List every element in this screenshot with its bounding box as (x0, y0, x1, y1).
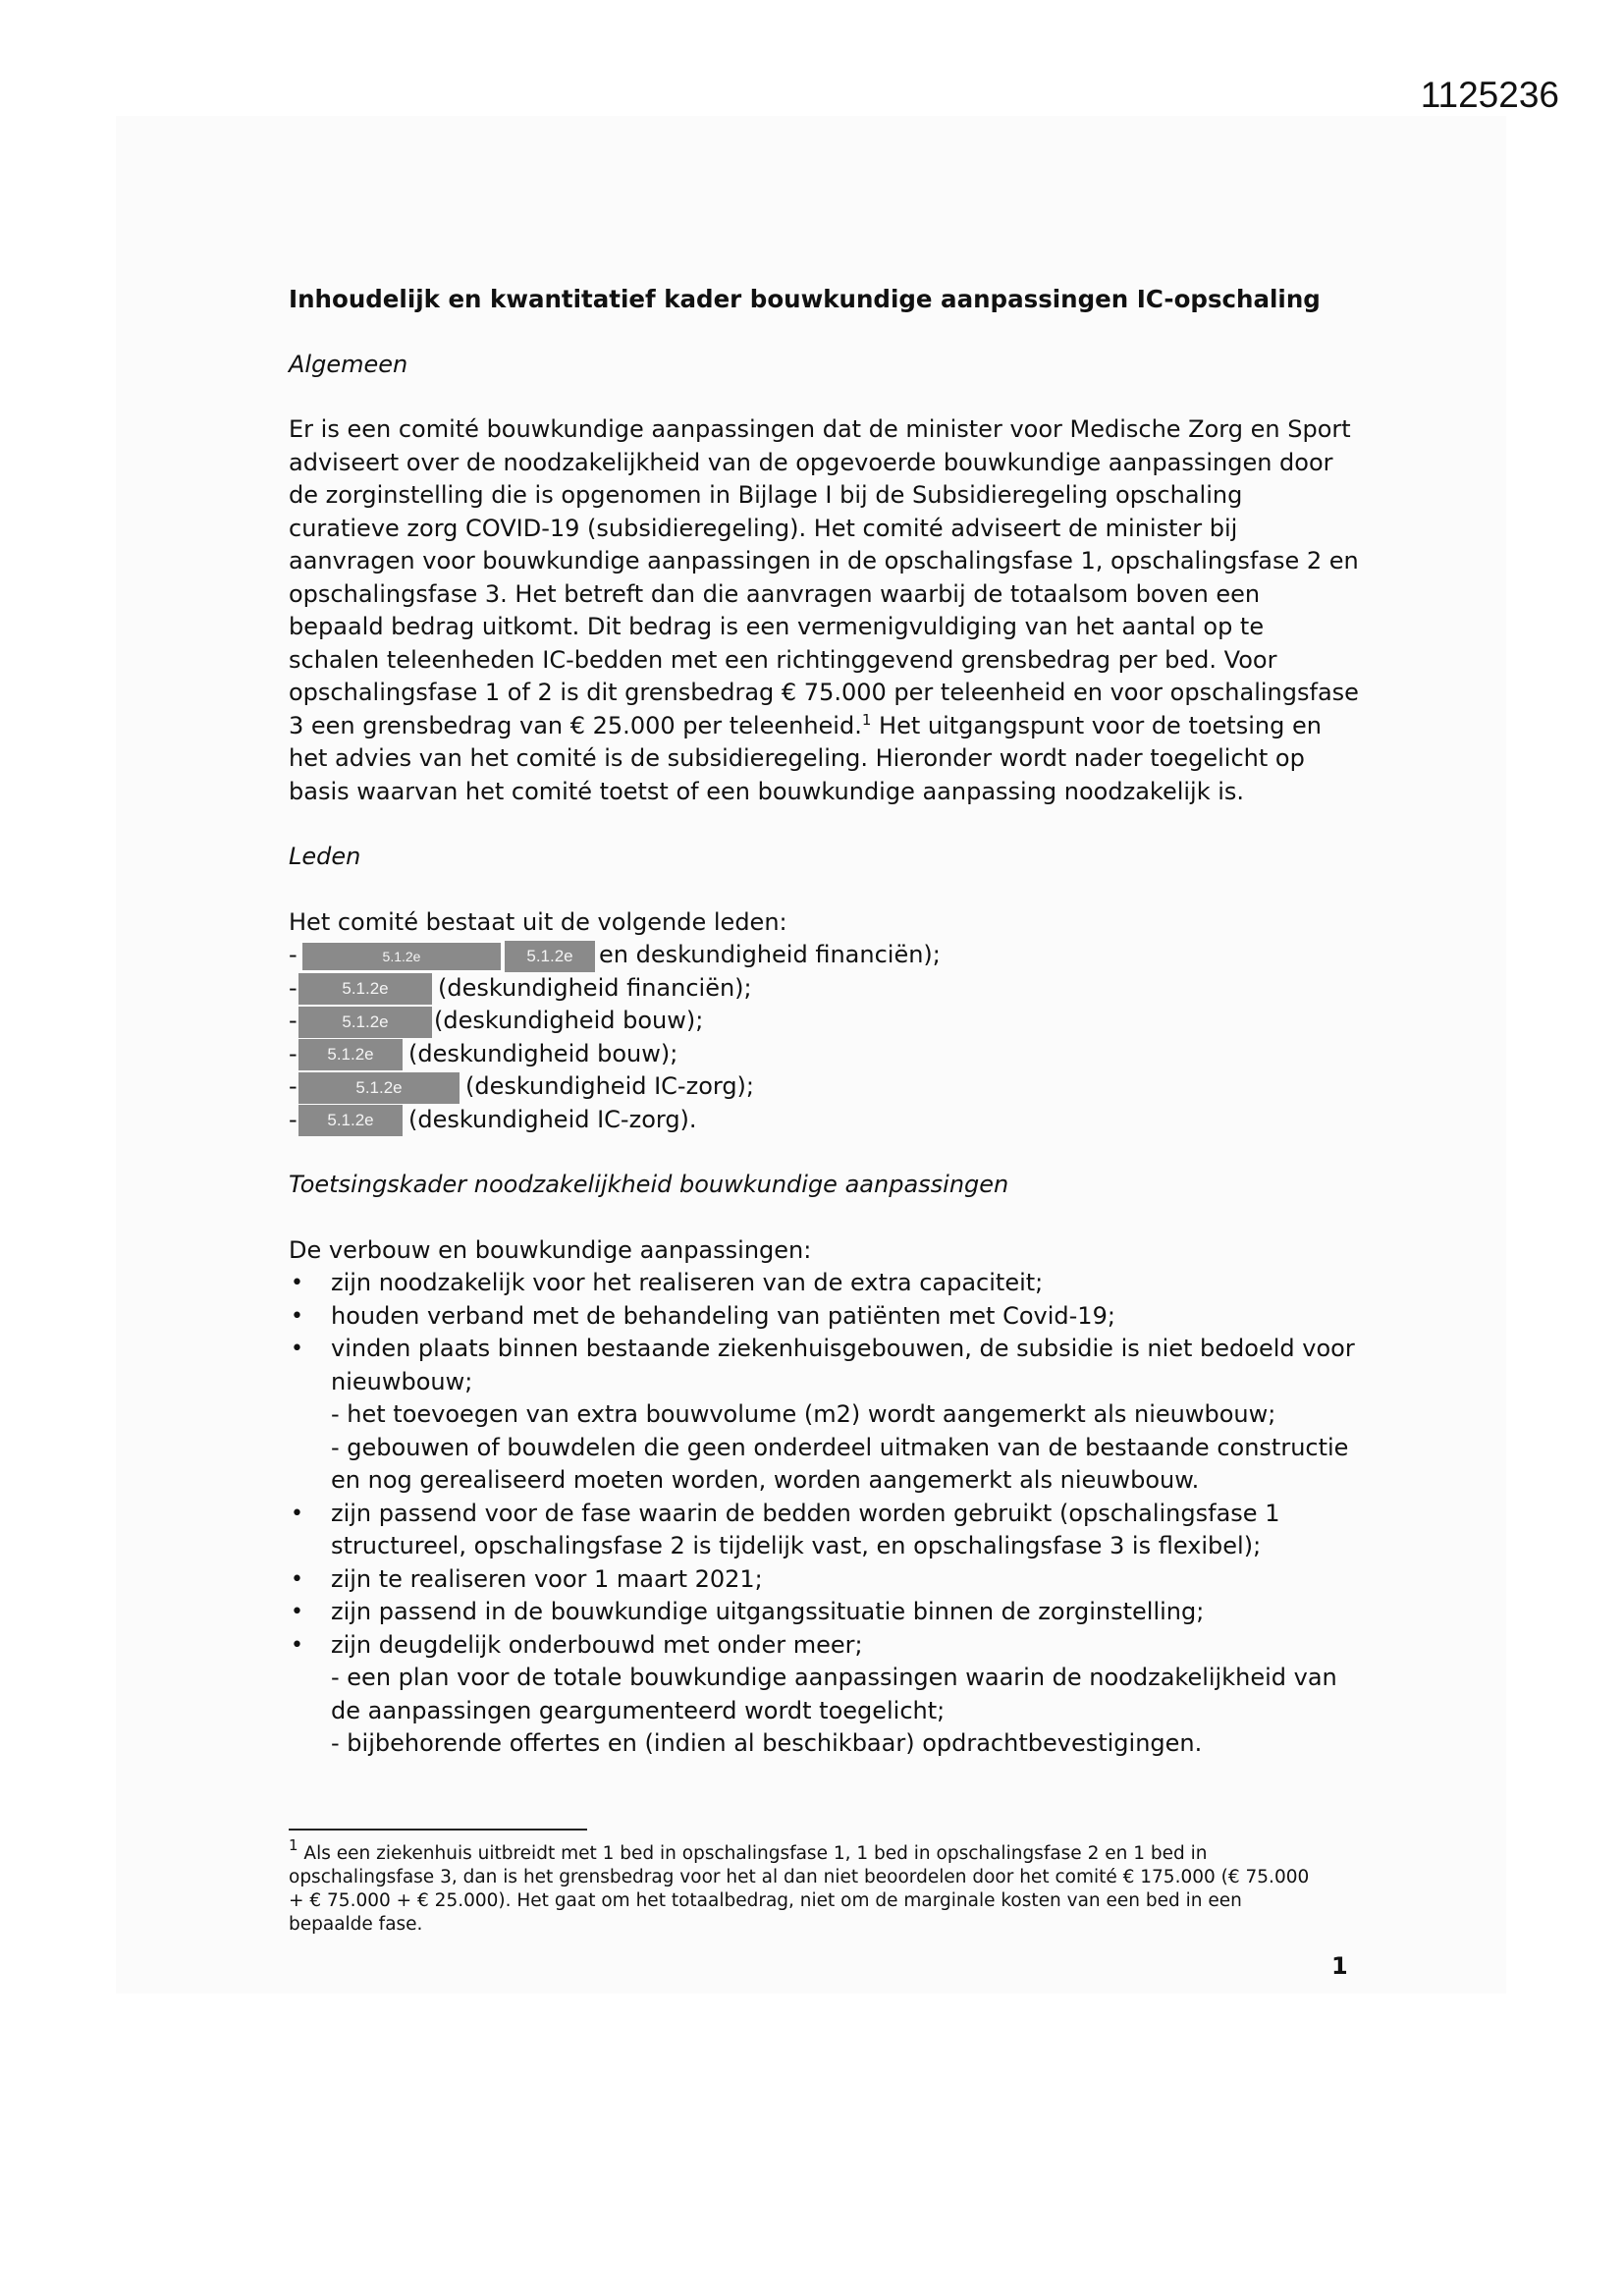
member-row (289, 1104, 1359, 1137)
criteria-subline: - bijbehorende offertes en (indien al beschikbaar) opdrachtbevestigingen. (331, 1729, 1203, 1757)
redaction-box: 5.1.2e (300, 941, 503, 972)
footnote-marker: 1 (289, 1836, 298, 1854)
leden-intro: Het comité bestaat uit de volgende leden: (289, 907, 787, 936)
member-row (289, 1005, 1359, 1038)
redaction-box: 5.1.2e (505, 941, 595, 972)
member-dash: - (289, 1072, 298, 1100)
member-role: (deskundigheid financiën); (438, 973, 752, 1002)
toetsingskader-intro: De verbouw en bouwkundige aanpassingen: (289, 1235, 812, 1264)
criteria-list (289, 1267, 1359, 1761)
redaction-box: 5.1.2e (298, 1039, 403, 1070)
criteria-item (289, 1629, 1359, 1761)
member-dash: - (289, 1105, 298, 1133)
page-number: 1 (1331, 1952, 1348, 1980)
member-dash: - (289, 1039, 298, 1067)
member-dash: - (289, 941, 298, 968)
criteria-item (289, 1563, 1359, 1597)
member-role: en deskundigheid financiën); (599, 941, 941, 968)
criteria-item (289, 1333, 1359, 1498)
criteria-item (289, 1596, 1359, 1629)
footnote-separator (289, 1829, 587, 1831)
criteria-text: zijn passend in de bouwkundige uitgangssituatie binnen de zorginstelling; (331, 1598, 1205, 1625)
section-heading-leden: Leden (289, 843, 361, 870)
criteria-text: zijn passend voor de fase waarin de bedden worden gebruikt (opschalingsfase 1 structureel, opschalingsfase 2 is tijdelijk vast, en opschalingsfase 3 is flexibel); (331, 1499, 1280, 1559)
section-heading-toetsingskader: Toetsingskader noodzakelijkheid bouwkundige aanpassingen (289, 1171, 1009, 1198)
document-title: Inhoudelijk en kwantitatief kader bouwkundige aanpassingen IC-opschaling (289, 285, 1321, 313)
member-role: (deskundigheid bouw); (408, 1039, 678, 1067)
criteria-text: vinden plaats binnen bestaande ziekenhuisgebouwen, de subsidie is niet bedoeld voor nieuwbouw; (331, 1335, 1355, 1395)
member-row (289, 1038, 1359, 1071)
criteria-text: zijn noodzakelijk voor het realiseren van de extra capaciteit; (331, 1269, 1044, 1296)
redaction-box: 5.1.2e (298, 1072, 460, 1104)
algemeen-paragraph (289, 413, 1359, 808)
member-row (289, 1070, 1359, 1104)
member-role: (deskundigheid bouw); (434, 1007, 704, 1034)
algemeen-text-part2: Het uitgangspunt voor de toetsing en het advies van het comité is de subsidieregeling. Hieronder wordt nader toegelicht op basis waarvan het comité toetst of een bouwkundige aanpassing noodzakelijk is. (289, 711, 1322, 805)
criteria-item (289, 1300, 1359, 1334)
criteria-text: zijn deugdelijk onderbouwd met onder meer; (331, 1630, 863, 1659)
redaction-box: 5.1.2e (298, 1007, 432, 1038)
footnote-reference[interactable]: 1 (861, 710, 872, 729)
member-dash: - (289, 1007, 298, 1034)
criteria-text: houden verband met de behandeling van patiënten met Covid-19; (331, 1301, 1115, 1330)
criteria-item (289, 1267, 1359, 1300)
redaction-box: 5.1.2e (298, 1105, 403, 1136)
criteria-item (289, 1498, 1359, 1563)
member-role: (deskundigheid IC-zorg); (465, 1072, 754, 1100)
footnote (289, 1836, 1329, 1937)
criteria-subline: - het toevoegen van extra bouwvolume (m2) wordt aangemerkt als nieuwbouw; (331, 1400, 1276, 1428)
criteria-subline: - een plan voor de totale bouwkundige aanpassingen waarin de noodzakelijkheid van de aanpassingen geargumenteerd wordt toegelicht; (331, 1664, 1337, 1724)
member-role: (deskundigheid IC-zorg). (408, 1105, 697, 1133)
criteria-text: zijn te realiseren voor 1 maart 2021; (331, 1564, 763, 1593)
document-body (289, 283, 1359, 1761)
member-list (289, 939, 1359, 1136)
member-row (289, 939, 1359, 972)
algemeen-text-part1: Er is een comité bouwkundige aanpassingen dat de minister voor Medische Zorg en Sport adviseert over de noodzakelijkheid van de opgevoerde bouwkundige aanpassingen door de zorginstelling die is opgenomen in Bijlage I bij de Subsidieregeling opschaling curatieve zorg COVID-19 (subsidieregeling). Het comité adviseert de minister bij aanvragen voor bouwkundige aanpassingen in de opschalingsfase 1, opschalingsfase 2 en opschalingsfase 3. Het betreft dan die aanvragen waarbij de totaalsom boven een bepaald bedrag uitkomt. Dit bedrag is een vermenigvuldiging van het aantal op te schalen teleenheden IC-bedden met een richtinggevend grensbedrag per bed. Voor opschalingsfase 1 of 2 is dit grensbedrag € 75.000 per teleenheid en voor opschalingsfase 3 een grensbedrag van € 25.000 per teleenheid. (289, 415, 1359, 739)
member-row (289, 972, 1359, 1006)
redaction-box: 5.1.2e (298, 973, 432, 1005)
section-heading-algemeen: Algemeen (289, 350, 408, 378)
member-dash: - (289, 973, 298, 1002)
criteria-subline: - gebouwen of bouwdelen die geen onderdeel uitmaken van de bestaande constructie en nog gerealiseerd moeten worden, worden aangemerkt als nieuwbouw. (331, 1433, 1349, 1494)
document-id: 1125236 (1420, 75, 1559, 115)
footnote-text: Als een ziekenhuis uitbreidt met 1 bed in opschalingsfase 1, 1 bed in opschalingsfase 2 en 1 bed in opschalingsfase 3, dan is het grensbedrag voor het al dan niet beoordelen door het comité € 175.000 (€ 75.000 + € 75.000 + € 25.000). Het gaat om het totaalbedrag, niet om de marginale kosten van een bed in een bepaalde fase. (289, 1843, 1310, 1935)
